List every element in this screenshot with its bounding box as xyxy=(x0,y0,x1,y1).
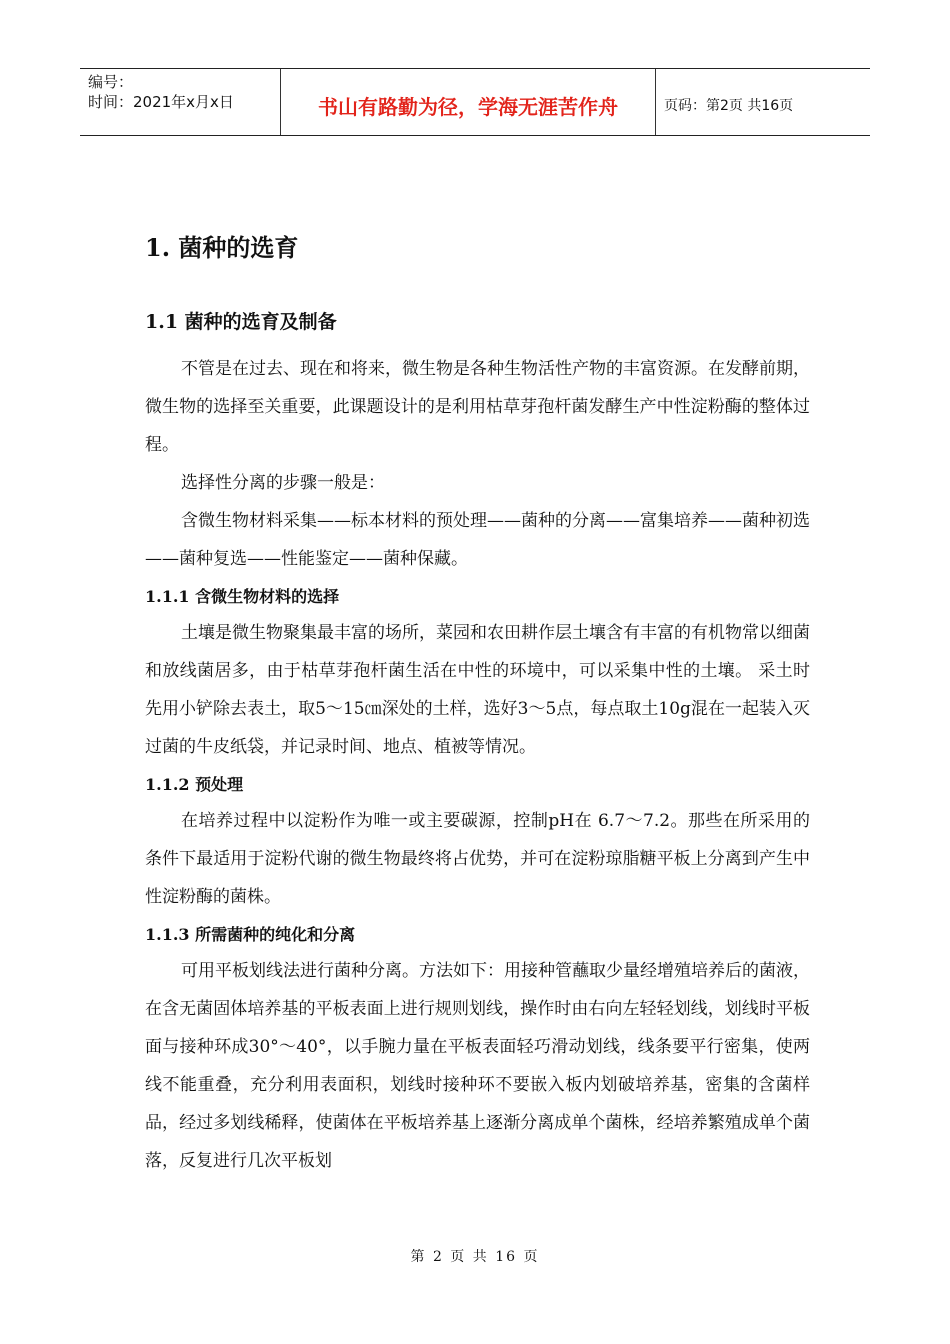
document-time-label: 时间：2021年x月x日 xyxy=(88,93,234,111)
header-meta xyxy=(80,69,281,135)
subsubsection-heading: 1.1.1 含微生物材料的选择 xyxy=(145,587,340,606)
paragraph: 土壤是微生物聚集最丰富的场所，菜园和农田耕作层土壤含有丰富的有机物常以细菌和放线菌居多，由于枯草芽孢杆菌生活在中性的环境中，可以采集中性的土壤。 采土时先用小铲除去表土，取5～15㎝深处的土样，选好3～5点，每点取土10g混在一起装入灭过菌的牛皮纸袋，并记录时间、地点、植被等情况。 xyxy=(145,623,810,757)
subsection-heading: 1.1 菌种的选育及制备 xyxy=(145,311,337,333)
paragraph: 可用平板划线法进行菌种分离。方法如下：用接种管蘸取少量经增殖培养后的菌液，在含无菌固体培养基的平板表面上进行规则划线，操作时由右向左轻轻划线，划线时平板面与接种环成30°～40°，以手腕力量在平板表面轻巧滑动划线，线条要平行密集，使两线不能重叠，充分利用表面积，划线时接种环不要嵌入板内划破培养基，密集的含菌样品，经过多划线稀释，使菌体在平板培养基上逐渐分离成单个菌株，经培养繁殖成单个菌落，反复进行几次平板划 xyxy=(145,961,810,1171)
header-page-info: 页码：第2页 共16页 xyxy=(664,98,794,114)
subsubsection-heading: 1.1.2 预处理 xyxy=(145,775,244,794)
header-table xyxy=(80,68,870,136)
subsubsection-heading: 1.1.3 所需菌种的纯化和分离 xyxy=(145,925,356,944)
paragraph: 在培养过程中以淀粉作为唯一或主要碳源，控制pH在 6.7～7.2。那些在所采用的条件下最适用于淀粉代谢的微生物最终将占优势，并可在淀粉琼脂糖平板上分离到产生中性淀粉酶的菌株。 xyxy=(145,811,810,907)
page-footer: 第 2 页 共 16 页 xyxy=(410,1249,540,1265)
paragraph: 选择性分离的步骤一般是： xyxy=(181,473,385,493)
document-number-label: 编号： xyxy=(88,73,134,91)
paragraph: 不管是在过去、现在和将来，微生物是各种生物活性产物的丰富资源。在发酵前期，微生物的选择至关重要，此课题设计的是利用枯草芽孢杆菌发酵生产中性淀粉酶的整体过程。 xyxy=(145,359,810,455)
header-motto: 书山有路勤为径，学海无涯苦作舟 xyxy=(281,69,656,135)
section-heading: 1. 菌种的选育 xyxy=(145,233,299,262)
paragraph: 含微生物材料采集——标本材料的预处理——菌种的分离——富集培养——菌种初选——菌种复选——性能鉴定——菌种保藏。 xyxy=(145,511,810,569)
document-body xyxy=(145,220,810,1180)
